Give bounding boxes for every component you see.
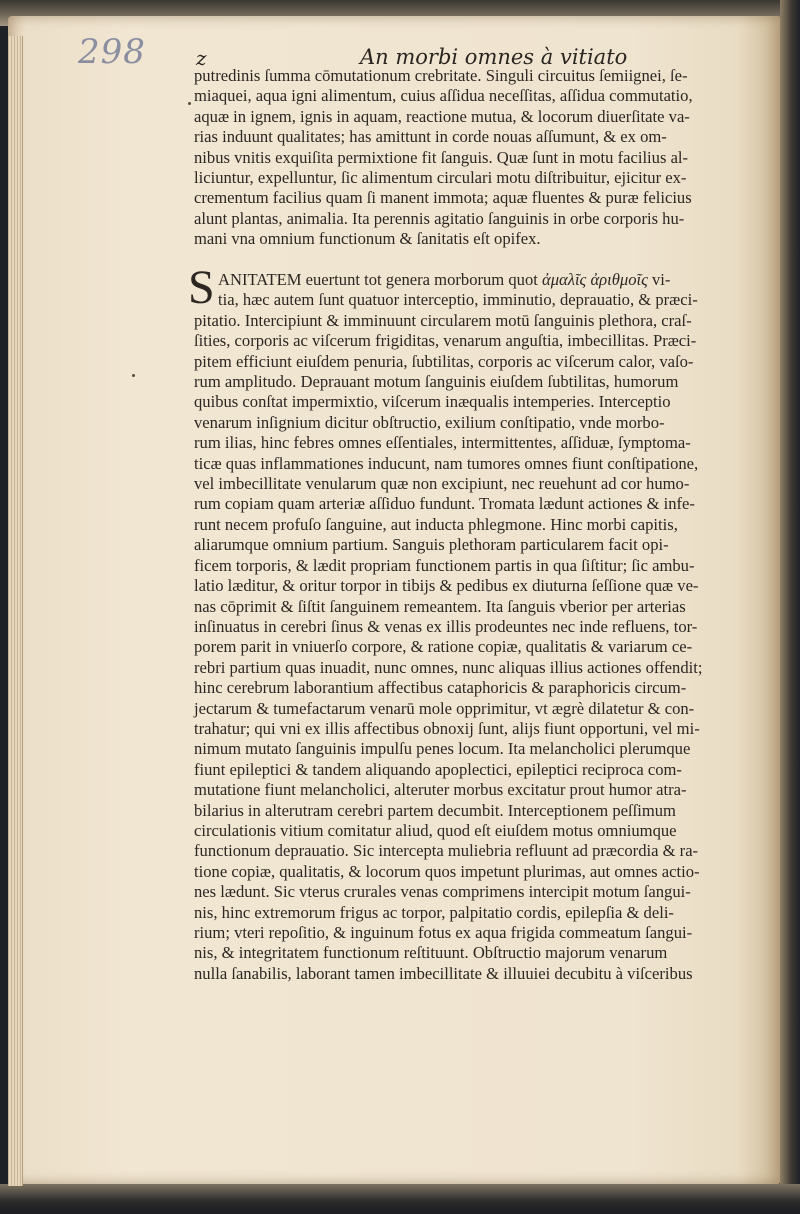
text-line: alunt plantas, animalia. Ita perennis agitatio ſanguinis in orbe corporis hu- xyxy=(194,208,685,228)
book-bottom-edge xyxy=(0,1184,800,1214)
text-line: bilarius in alterutram cerebri partem decumbit. Interceptionem peſſimum xyxy=(194,800,676,820)
text-line: trahatur; qui vni ex illis affectibus obnoxij ſunt, alijs fiunt opportuni, vel mi- xyxy=(194,718,700,738)
text-line: rum copiam quam arteriæ aſſiduo fundunt. Tromata lædunt actiones & infe- xyxy=(194,494,695,514)
text-line: ticæ quas inflammationes inducunt, nam tumores omnes fiunt conſtipatione, xyxy=(194,453,699,473)
text-line: nes lædunt. Sic vterus crurales venas comprimens intercipit motum ſangui- xyxy=(194,882,691,902)
text-line: miaquei, aqua igni alimentum, cuius aſſidua neceſſitas, aſſidua commutatio, xyxy=(194,86,693,106)
text-line: pitatio. Intercipiunt & imminuunt circularem motū ſanguinis plethora, craſ- xyxy=(194,310,692,330)
ink-speck xyxy=(132,374,135,377)
text-line: tia, hæc autem ſunt quatuor interceptio, imminutio, deprauatio, & præci- xyxy=(218,290,698,310)
text-line: rium; vteri repoſitio, & inguinum fotus ex aqua frigida commeatum ſangui- xyxy=(194,923,693,942)
first-line-start: ANITATEM euertunt tot genera morborum quot xyxy=(218,270,543,289)
signature-mark: z xyxy=(196,46,207,70)
text-line: nas cōprimit & ſiſtit ſanguinem remeantem. Ita ſanguis vberior per arterias xyxy=(194,596,686,616)
text-line: venarum inſignium dicitur obſtructio, exilium conſtipatio, vnde morbo- xyxy=(194,412,665,432)
paragraph-1 xyxy=(194,66,750,250)
text-line: liciuntur, expelluntur, ſic alimentum circulari motu diſtribuitur, ejicitur ex- xyxy=(194,168,687,188)
text-line: aliarumque omnium partium. Sanguis plethoram particularem facit opi- xyxy=(194,535,669,555)
text-line: nulla ſanabilis, laborant tamen imbecillitate & illuuiei decubitu à viſceribus xyxy=(194,963,693,983)
text-line-first xyxy=(194,270,750,290)
text-line: inſinuatus in cerebri ſinus & venas ex illis prodeuntes nec inde refluens, tor- xyxy=(194,616,698,636)
text-line: quibus conſtat impermixtio, viſcerum inæqualis intemperies. Interceptio xyxy=(194,392,671,412)
text-line: mani vna omnium functionum & ſanitatis eſt opifex. xyxy=(194,229,541,249)
first-line-end: vi- xyxy=(647,270,671,289)
text-line: rebri partium quas inuadit, nunc omnes, nunc aliquas illius actiones offendit; xyxy=(194,657,703,677)
text-line: nis, hinc extremorum frigus ac torpor, palpitatio cordis, epilepſia & deli- xyxy=(194,902,674,922)
text-line: circulationis vitium comitatur aliud, quod eſt eiuſdem motus omniumque xyxy=(194,820,677,840)
folio-number: 298 xyxy=(78,32,146,72)
text-line: nibus vnitis exquiſita permixtione fit ſanguis. Quæ ſunt in motu facilius al- xyxy=(194,147,689,167)
page-leaf-edges xyxy=(8,36,23,1186)
text-line: runt necem profuſo ſanguine, aut inducta phlegmone. Hinc morbi capitis, xyxy=(194,514,678,534)
text-line: rum amplitudo. Deprauant motum ſanguinis eiuſdem ſubtilitas, humorum xyxy=(194,372,679,392)
text-line: rum ilias, hinc febres omnes eſſentiales, intermittentes, aſſiduæ, ſymptoma- xyxy=(194,433,691,453)
text-line: porem parit in vniuerſo corpore, & ratione copiæ, qualitatis & variarum ce- xyxy=(194,637,693,657)
text-line: rias induunt qualitates; has amittunt in corde nouas aſſumunt, & ex om- xyxy=(194,127,667,147)
text-line: aquæ in ignem, ignis in aquam, reactione mutua, & locorum diuerſitate va- xyxy=(194,106,690,126)
paragraph-2 xyxy=(194,270,750,984)
text-line: mutatione fiunt melancholici, alteruter morbus excitatur prout humor atra- xyxy=(194,780,687,800)
text-line: ficem torporis, & lædit propriam functionem partis in qua ſiſtitur; ſic ambu- xyxy=(194,555,695,575)
text-line: fiunt epileptici & tandem aliquando apoplectici, epileptici reciproca com- xyxy=(194,759,682,779)
text-line: ſities, corporis ac viſcerum frigiditas, venarum anguſtia, imbecillitas. Præci- xyxy=(194,331,697,351)
text-line: functionum deprauatio. Sic intercepta muliebria refluunt ad præcordia & ra- xyxy=(194,841,699,861)
text-line: nimum mutato ſanguinis impulſu penes locum. Ita melancholici plerumque xyxy=(194,739,691,759)
running-head: An morbi omnes à vitiato xyxy=(360,45,628,69)
text-line: pitem efficiunt eiuſdem penuria, ſubtilitas, corporis ac viſcerum calor, vaſo- xyxy=(194,351,694,371)
book-right-edge xyxy=(780,0,800,1214)
text-line: nis, & integritatem functionum reſtituunt. Obſtructio majorum venarum xyxy=(194,943,668,963)
drop-cap-initial: S xyxy=(188,261,215,314)
text-line: jectarum & tumefactarum venarū mole opprimitur, vt ægrè dilatetur & con- xyxy=(194,698,695,718)
ink-speck xyxy=(188,102,191,105)
text-line: tione copiæ, qualitatis, & locorum quos impetunt plurimas, aut omnes actio- xyxy=(194,861,700,881)
text-line: hinc cerebrum laborantium affectibus cataphoricis & paraphoricis circum- xyxy=(194,678,687,698)
greek-phrase: ἀμαλῖς ἀριθμοῖς xyxy=(542,270,648,289)
text-line: putredinis ſumma cōmutationum crebritate. Singuli circuitus ſemiignei, ſe- xyxy=(194,66,688,85)
text-line: latio læditur, & oritur torpor in tibijs & pedibus ex diuturna ſeſſione quæ ve- xyxy=(194,576,699,596)
text-line: crementum facilius quam ſi manent immota; aquæ fluentes & puræ felicius xyxy=(194,188,692,208)
text-line: vel imbecillitate venularum quæ non excipiunt, nec reuehunt ad cor humo- xyxy=(194,474,690,494)
